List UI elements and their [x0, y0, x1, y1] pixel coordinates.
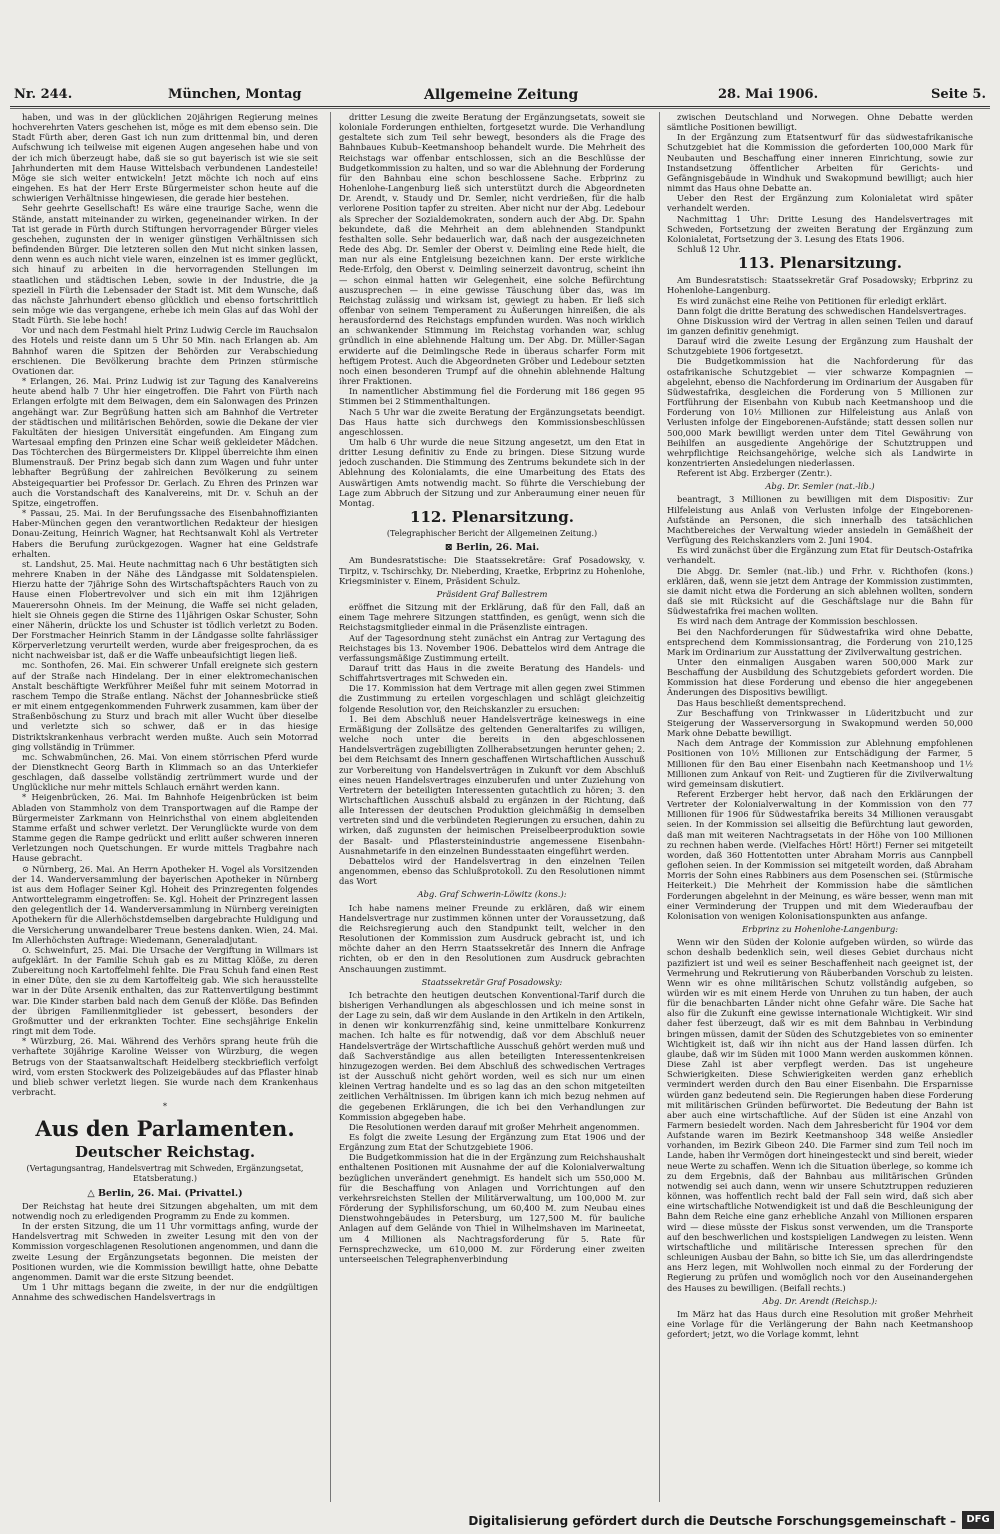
column-1 [12, 112, 318, 1502]
speaker-line: Abg. Dr. Arendt (Reichsp.): [762, 1295, 878, 1306]
paragraph: Der Reichstag hat heute drei Sitzungen abgehalten, um mit dem notwendig noch zu erledigenden Programm zu Ende zu kommen. [12, 1200, 318, 1221]
paragraph: Ueber den Rest der Ergänzung zum Kolonialetat wird später verhandelt werden. [667, 193, 973, 214]
paragraph: In der ersten Sitzung, die um 11 Uhr vormittags anfing, wurde der Handelsvertrag mit Schweden in zweiter Lesung mit den von der Kommission vorgeschlagenen Resolutionen angenommen, und dann die zweite Lesung der Ergänzungsetats begonnen. Die meisten der Positionen wurden, wie die Kommission bewilligt hatte, ohne Debatte angenommen. Damit war die erste Sitzung beendet. [12, 1221, 318, 1282]
paragraph: Vor und nach dem Festmahl hielt Prinz Ludwig Cercle im Rauchsalon des Hotels und reiste dann um 5 Uhr 50 Min. nach Erlangen ab. Am Bahnhof waren die Spitzen der Behörden zur Verabschiedung erschienen. Die Bevölkerung brachte dem Prinzen stürmische Ovationen dar. [12, 325, 318, 376]
newspaper-title: Allgemeine Zeitung [424, 87, 579, 103]
paragraph: Nachmittag 1 Uhr: Dritte Lesung des Handelsvertrages mit Schweden, Fortsetzung der zweiten Beratung der Ergänzung zum Kolonialetat, Fortsetzung der 3. Lesung des Etats 1906. [667, 213, 973, 244]
paragraph: * Erlangen, 26. Mai. Prinz Ludwig ist zur Tagung des Kanalvereins heute abend halb 7 Uhr hier eingetroffen. Die Fahrt von Fürth nach Erlangen erfolgte mit dem Beiwagen, dem ein Salonwagen des Prinzen angehängt war. Zur Begrüßung hatten sich am Bahnhof die Vertreter der städtischen und militärischen Behörden, sowie die Dekane der vier Fakultäten der hiesigen Universität eingefunden. Am Eingang zum Wartesaal empfing den Prinzen eine Schar weiß gekleideter Mädchen. Das Töchterchen des Bürgermeisters Dr. Klippel überreichte ihm einen Blumenstrauß. Der Prinz begab sich dann zum Wagen und fuhr unter lebhafter Begrüßung der zahlreichen Bevölkerung zu seinem Absteigequartier bei Professor Dr. Gerlach. Zu Ehren des Prinzen war auch die Vorstandschaft des Kanalvereins, mit Dr. v. Schuh an der Spitze, eingetroffen. [12, 376, 318, 508]
digitization-credit: Digitalisierung gefördert durch die Deutsche Forschungsgemeinschaft – [468, 1514, 956, 1528]
paragraph: Um halb 6 Uhr wurde die neue Sitzung angesetzt, um den Etat in dritter Lesung definitiv zu Ende zu bringen. Diese Sitzung wurde jedoch zuschanden. Die Stimmung des Zentrums bekundete sich in der Ablehnung des Kolonialamts, die eine Umarbeitung des Etats des Auswärtigen Amts notwendig macht. So führte die Verschiebung der Lage zum Abbruch der Sitzung und zur Anberaumung einer neuen für Montag. [339, 437, 645, 508]
paragraph: Am Bundesratstisch: Staatssekretär Graf Posadowsky; Erbprinz zu Hohenlohe-Langenburg. [667, 275, 973, 296]
paragraph: Ich betrachte den heutigen deutschen Konventional-Tarif durch die bisherigen Verhandlungen als abgeschlossen und ich meine sonst in der Lage zu sein, daß wir dem Auslande in den Artikeln in den Artikeln, in denen wir konkurrenzfähig sind, keine unmittelbare Konkurrenz machen. Ich halte es für notwendig, daß vor dem Abschluß neuer Handelsverträge der Wirtschaftliche Ausschuß gehört werden muß und daß Sachverständige aus allen beteiligten Interessentenkreisen hinzugezogen werden. Bei dem Abschluß des schwedischen Vertrages ist der Ausschuß nicht gehört worden, weil es sich nur um einen kleinen Vertrag handelte und es so lag das an den schon mitgeteilten zeitlichen Verhältnissen. Im übrigen kann ich mich bezug nehmen auf die gegebenen Erklärungen, die ich bei den Verhandlungen zur Kommission abgegeben habe. [339, 989, 645, 1122]
paragraph: haben, und was in der glücklichen 20jährigen Regierung meines hochverehrten Vaters geschehen ist, möge es mit dem ebenso sein. Die Stadt Fürth aber, deren Gast ich nun zum drittenmal bin, und deren Aufschwung ich teilweise mit eigenen Augen angesehen habe und von der ich mich überzeugt habe, daß sie so gut bayerisch ist wie sie seit Jahrhunderten mit dem Hause Wittelsbach verbundenen Landesteile! Möge sie sich weiter entwickeln! Jetzt möchte ich noch auf eins eingehen. Es hat der Herr Erste Bürgermeister schon heute auf die schwierigen Verhältnisse hingewiesen, die gerade hier bestehen. [12, 112, 318, 204]
column-3 [667, 112, 973, 1502]
paragraph: Zur Beschaffung von Trinkwasser in Lüderitzbucht und zur Steigerung der Wasserversorgung in Swakopmund werden 50,000 Mark ohne Debatte bewilligt. [667, 707, 973, 739]
masthead [10, 84, 990, 107]
paragraph: Darauf wird die zweite Lesung der Ergänzung zum Haushalt der Schutzgebiete 1906 fortgesetzt. [667, 336, 973, 357]
paragraph: Wenn wir den Süden der Kolonie aufgeben würden, so würde das schon deshalb bedenklich sein, weil dieses Gebiet durchaus nicht pazifiziert ist und weil es seiner Beschaffenheit nach geeignet ist, der Vermehrung und Rekrutierung von Räuberbanden Vorschub zu leisten. Wenn wir es ohne militärischen Schutz vollständig aufgeben, so würden wir es mit einem Herde von Unruhen zu tun haben, der auch für die benachbarten Länder nicht ohne Gefahr wäre. Die Sache hat also für die Zukunft eine gewisse internationale Wichtigkeit. Wir sind daher fest überzeugt, daß wir es mit dem Bahnbau in Verbindung bringen müssen, damit der Süden des Schutzgebietes von so eminenter Wichtigkeit ist, daß wir ihn nicht aus der Hand lassen dürfen. Ich glaube, daß wir im Süden mit 1000 Mann werden auskommen können. Diese Zahl ist aber verpflegt werden. Das ist ungeheure Schwierigkeiten. Diese Schwierigkeiten werden ganz erheblich vermindert werden durch den Bau einer Eisenbahn. Die Ersparnisse würden ganz bedeutend sein. Die Regierungen haben diese Forderung mit militärischen Gründen befürwortet. Die Bedeutung der Bahn ist aber auch eine wirtschaftliche. Auf der Süden ist eine Anzahl von Farmern besiedelt worden. Nach dem Jahresbericht für 1904 vor dem Aufstande waren im Bezirk Keetmanshoop 348 weiße Ansiedler vorhanden, im Bezirk Gibeon 240. Die Farmer sind zum Teil noch im Lande, haben ihr Vermögen dort hineingesteckt und sind bereit, wieder neue Werte zu schaffen. Wenn ich die Situation überlege, so komme ich zu dem Ergebnis, daß der Bahnbau aus militärischen Gründen notwendig sei auch dann, wenn wir unsere Schutztruppen reduzieren können, was hoffentlich recht bald der Fall sein wird, daß sich aber eine wirtschaftliche Notwendigkeit ist und daß die Beschleunigung der Bahn dem Reiche eine ganz erhebliche Anzahl von Millionen ersparen wird — diese müsste der Fiskus sonst verwenden, um die Transporte auf den beschwerlichen und kostspieligen Landwegen zu leisten. Wenn wirtschaftliche und militärische Interessen sprechen für den schleunigen Ausbau der Bahn, so bitte ich Sie, um das allerdringendste ans Herz legen, mit Wohlwollen noch einmal zu der Forderung der Regierung zu prüfen und womöglich noch vor den Auseinandergehen des Hauses zu bewilligen. (Beifall rechts.) [667, 937, 973, 1293]
paragraph: Auf der Tagesordnung steht zunächst ein Antrag zur Vertagung des Reichstages bis 13. November 1906. Debattelos wird dem Antrage die verfassungsmäßige Zustimmung erteilt. [339, 632, 645, 663]
section-heading: Aus den Parlamenten. [35, 1116, 295, 1142]
dateline: ⊠ Berlin, 26. Mai. [444, 542, 540, 554]
paragraph: eröffnet die Sitzung mit der Erklärung, daß für den Fall, daß an einem Tage mehrere Sitzungen stattfinden, es genügt, wenn sich die Reichstagsmitglieder einmal in die Präsenzliste eintragen. [339, 602, 645, 633]
paragraph: Nach 5 Uhr war die zweite Beratung der Ergänzungsetats beendigt. Das Haus hatte sich durchwegs den Kommissionsbeschlüssen angeschlossen. [339, 406, 645, 437]
paragraph: Ich habe namens meiner Freunde zu erklären, daß wir einem Handelsvertrage nur zustimmen können unter der Voraussetzung, daß die Reichsregierung auch den Standpunkt teilt, welcher in den Resolutionen der Kommission zum Ausdruck gebracht ist, und ich möchte daher an den Herrn Staatssekretär des Innern die Anfrage richten, ob er den in den Resolutionen zum Ausdruck gebrachten Anschauungen zustimmt. [339, 902, 645, 974]
paragraph: Sehr geehrte Gesellschaft! Es wäre eine traurige Sache, wenn die Stände, anstatt miteinander zu wirken, gegeneinander wirken. In der Tat ist gerade in Fürth durch Stiftungen hervorragender Bürger vieles geschehen, zugunsten der in weniger günstigen Verhältnissen sich befindenden Bürger. Die letzteren sollen den Mut nicht sinken lassen, denn wenn es auch nicht viele waren, einzelnen ist es immer geglückt, sich hinauf zu arbeiten in die hervorragenden Stellungen im staatlichen und städtischen Leben, sowie in der Industrie, die ja speziell in Fürth die Lebensader der Stadt ist. Mit dem Wunsche, daß das nächste Jahrhundert ebenso glücklich und ebenso fortschrittlich sein möge wie das vergangene, erhebe ich mein Glas auf das Wohl der Stadt Fürth. Sie lebe hoch! [12, 203, 318, 326]
separator-star: * [162, 1101, 168, 1112]
column-divider [659, 112, 660, 1502]
dateline: △ Berlin, 26. Mai. (Privattel.) [87, 1187, 243, 1199]
column-2 [339, 112, 645, 1502]
paragraph: Es wird zunächst über die Ergänzung zum Etat für Deutsch-Ostafrika verhandelt. [667, 545, 973, 566]
paragraph: mc. Schwabmünchen, 26. Mai. Von einem störrischen Pferd wurde der Dienstknecht Georg Barth in Klimmach so an das Unterkiefer geschlagen, daß dasselbe vollständig zertrümmert wurde und der Unglückliche nur mehr mittels Schlauch ernährt werden kann. [12, 751, 318, 793]
paragraph: st. Landshut, 25. Mai. Heute nachmittag nach 6 Uhr bestätigten sich mehrere Knaben in der Nähe des Ländgasse mit Soldatenspielen. Hierzu hatte der 7jährige Sohn des Wirtschaftspächters Rauch von zu Hause einen Flobertrevolver und sich ein mit ihm 12jährigen Mauerersohn Ohneis. Im der Meinung, die Waffe sei nicht geladen, hielt sie Ohneis gegen die Stirne des 11jährigen Oskar Schuster, Sohn einer Näherin, drückte los und Schuster ist tödlich verletzt zu Boden. Der Forstmacher Heinrich Stamm in der Ländgasse sollte fahrlässiger Körperverletzung verurteilt werden, wurde aber freigesprochen, da es nicht nachweisbar ist, daß er die Waffe unbeaufsichtigt liegen ließ. [12, 558, 318, 661]
paragraph: Schluß 12 Uhr. [677, 244, 741, 255]
paragraph: Debattelos wird der Handelsvertrag in den einzelnen Teilen angenommen, ebenso das Schlußprotokoll. Zu den Resolutionen nimmt das Wort [339, 855, 645, 887]
subsection-heading: Deutscher Reichstag. [74, 1143, 256, 1162]
paragraph: Es wird nach dem Antrage der Kommission beschlossen. [677, 616, 918, 627]
paragraph: Am Bundesratstische: Die Staatssekretäre: Graf Posadowsky, v. Tirpitz, v. Tschirschky, Dr. Nieberding, Kraetke, Erbprinz zu Hohenlohe, Kriegsminister v. Einem, Präsident Schulz. [339, 555, 645, 586]
speaker-line: Staatssekretär Graf Posadowsky: [421, 976, 563, 987]
speaker-line: Abg. Graf Schwerin-Löwitz (kons.): [417, 889, 567, 900]
issue-date: 28. Mai 1906. [718, 87, 819, 102]
paragraph: Dann folgt die dritte Beratung des schwedischen Handelsvertrages. [677, 305, 967, 316]
paragraph: 1. Bei dem Abschluß neuer Handelsverträge keineswegs in eine Ermäßigung der Zollsätze des geltenden Generaltarifes zu willigen, welche noch unter die bereits in den abgeschlossenen Handelsverträgen zugebilligten Zollherabsetzungen herunter gehen; 2. bei dem Reichsamt des Innern geschaffenen Wirtschaftlichen Ausschuß zur Vorbereitung von Handelsverträgen in Zukunft vor dem Abschluß eines neuen Handelsvertrages einzuberufen und unter Zuziehung von Vertretern der beteiligten Interessenten gutachtlich zu hören; 3. den Wirtschaftlichen Ausschuß alsbald zu ergänzen in der Richtung, daß alle Interessen der deutschen Produktion gleichmäßig in demselben vertreten sind und die verbündeten Regierungen zu ersuchen, dahin zu wirken, daß zugunsten der heimischen Preiselbeerproduktion sowie der Basalt- und Pflastersteinindustrie angemessene Eisenbahn-Ausnahmetarife in den einzelnen Bundesstaaten eingeführt werden. [339, 713, 645, 856]
digitization-footer [0, 1506, 1000, 1534]
city-day: München, Montag [168, 87, 302, 102]
summary-line: (Telegraphischer Bericht der Allgemeinen Zeitung.) [386, 529, 598, 539]
paragraph: zwischen Deutschland und Norwegen. Ohne Debatte werden sämtliche Positionen bewilligt. [667, 112, 973, 133]
paragraph: In der Ergänzung zum Etatsentwurf für das südwestafrikanische Schutzgebiet hat die Kommission die geforderten 100,000 Mark für Neubauten und Beschaffung einer inneren Einrichtung, sowie zur Instandsetzung öffentlicher Arbeiten für Gerichts- und Gefängnisgebäude in Windhuk und Swakopmund bewilligt; auch hier nimmt das Haus ohne Debatte an. [667, 132, 973, 194]
page-number: Seite 5. [931, 87, 986, 102]
paragraph: mc. Sonthofen, 26. Mai. Ein schwerer Unfall ereignete sich gestern auf der Straße nach Hindelang. Der in einer elektromechanischen Anstalt beschäftigte Werkführer Meißel fuhr mit seinem Motorrad in raschem Tempo die Straße entlang. Nächst der Johannesbrücke stieß er mit einem entgegenkommenden Fuhrwerk zusammen, kam über der Straßenböschung zu Sturz und brach mit aller Wucht über dieselbe und verletzte sich so schwer, daß er in das hiesige Distriktskrankenhaus verbracht werden mußte. Auch sein Motorrad ging vollständig in Trümmer. [12, 660, 318, 752]
paragraph: ⊙ Nürnberg, 26. Mai. An Herrn Apotheker H. Vogel als Vorsitzenden der 14. Wanderversammlung der bayerischen Apotheker in Nürnberg ist aus dem Hoflager Seiner Kgl. Hoheit des Prinzregenten folgendes Antworttelegramm eingetroffen: Se. Kgl. Hoheit der Prinzregent lassen den gelegentlich der 14. Wanderversammlung in Nürnberg vereinigten Apothekern für die Allerhöchstdemselben dargebrachte Huldigung und die Versicherung unwandelbarer Treue bestens danken. Wien, 24. Mai. Im Allerhöchsten Auftrage: Wiedemann, Generaladjutant. [12, 863, 318, 945]
paragraph: In namentlicher Abstimmung fiel die Forderung mit 186 gegen 95 Stimmen bei 2 Stimmenthaltungen. [339, 386, 645, 407]
subsection-heading: 112. Plenarsitzung. [410, 508, 574, 527]
paragraph: Nach dem Antrage der Kommission zur Ablehnung empfohlenen Positionen von 10½ Millionen zur Entschädigung der Farmer, 5 Millionen für den Bau einer Eisenbahn nach Keetmanshoop und 1½ Millionen zum Ankauf von Reit- und Zugtieren für die Zivilverwaltung wird gemeinsam diskutiert. [667, 738, 973, 789]
paragraph: Die Resolutionen werden darauf mit großer Mehrheit angenommen. [349, 1121, 640, 1132]
paragraph: Es folgt die zweite Lesung der Ergänzung zum Etat 1906 und der Ergänzung zum Etat der Schutzgebiete 1906. [339, 1132, 645, 1153]
issue-number: Nr. 244. [14, 87, 73, 102]
paragraph: * Würzburg, 26. Mai. Während des Verhörs sprang heute früh die verhaftete 30jährige Karoline Weisser von Würzburg, die wegen Betrugs von der Staatsanwaltschaft Heidelberg steckbrieflich verfolgt wird, vom ersten Stockwerk des Polizeigebäudes auf das Pflaster hinab und blieb schwer verletzt liegen. Sie wurde nach dem Krankenhaus verbracht. [12, 1036, 318, 1097]
paragraph: Das Haus beschließt dementsprechend. [677, 697, 847, 708]
dfg-logo: DFG [962, 1511, 994, 1529]
speaker-line: Abg. Dr. Semler (nat.-lib.) [765, 481, 875, 492]
paragraph: Die Budgetkommission hat die in der Ergänzung zum Reichshaushalt enthaltenen Positionen mit Ausnahme der auf die Kolonialverwaltung bezüglichen unverändert genehmigt. Es handelt sich um 550,000 M. für die Beschaffung von Anlagen und Vorrichtungen auf den verkehrsreichsten Stellen der Militärverwaltung, um 100,000 M. zur Förderung der Syphilisforschung, um 60,400 M. zum Neubau eines Dienstwohngebäudes in Petersburg, um 127,500 M. für bauliche Anlagen auf dem Gelände von Thiel in Wilhelmshaven im Marineetat, um 4 Millionen als Nachtragsforderung für 5. Rate für Fernsprechzwecke, um 610,000 M. zur Förderung einer zweiten unterseeischen Telegraphenverbindung [339, 1152, 645, 1264]
speaker-line: Präsident Graf Ballestrem [436, 588, 548, 599]
column-divider [330, 112, 331, 1502]
paragraph: Um 1 Uhr mittags begann die zweite, in der nur die endgültigen Annahme des schwedischen Handelsvertrags in [12, 1282, 318, 1303]
paragraph: Referent ist Abg. Erzberger (Zentr.). [677, 468, 833, 479]
paragraph: O. Schweinfurt, 25. Mai. Die Ursache der Vergiftung in Willmars ist aufgeklärt. In der Familie Schuh gab es zu Mittag Klöße, zu deren Zubereitung noch Kartoffelmehl fehlte. Die Frau Schuh fand einen Rest in einer Düte, den sie zu dem Kartoffelteig gab. Wie sich herausstellte war in der Düte Arsenik enthalten, das zur Rattenvertilgung bestimmt war. Die Kinder starben bald nach dem Genuß der Klöße. Das Befinden der übrigen Familienmitglieder ist gebessert, besonders der Großmutter und der erkrankten Tochter. Eine sechsjährige Enkelin ringt mit dem Tode. [12, 944, 318, 1037]
paragraph: Es wird zunächst eine Reihe von Petitionen für erledigt erklärt. [677, 295, 947, 306]
paragraph: Ohne Diskussion wird der Vertrag in allen seinen Teilen und darauf im ganzen definitiv genehmigt. [667, 315, 973, 336]
paragraph: Referent Erzberger hebt hervor, daß nach den Erklärungen der Vertreter der Kolonialverwaltung in der Kommission von den 77 Millionen für 1906 für Südwestafrika bereits 34 Millionen verausgabt seien. In der Kommission sei allseitig die Befürchtung laut geworden, daß man mit weiteren Nachtragsetats in der Höhe von 100 Millionen zu rechnen haben werde. (Vielfaches Hört! Hört!) Ferner sei mitgeteilt worden, daß 360 Hottentotten unter Abraham Morris aus Cannpbell geflohen seien. In der Kommission sei mitgeteilt worden, daß Abraham Morris der Sohn eines Rabbiners aus dem Posenschen sei. (Stürmische Heiterkeit.) Die Mehrheit der Kommission habe die sämtlichen Forderungen abgelehnt in der Meinung, es wäre besser, wenn man mit einer Verminderung der Truppen und mit dem Wiederaufbau der Kolonisation von wenigen Kolonisationspunkten aus anfange. [667, 789, 973, 921]
speaker-line: Erbprinz zu Hohenlohe-Langenburg: [741, 924, 899, 935]
paragraph: Die 17. Kommission hat dem Vertrage mit allen gegen zwei Stimmen die Zustimmung zu erteilen vorgeschlagen und schlägt gleichzeitig folgende Resolution vor, den Reichskanzler zu ersuchen: [339, 683, 645, 714]
paragraph: Darauf tritt das Haus in die zweite Beratung des Handels- und Schiffahrtsvertrages mit Schweden ein. [339, 662, 645, 684]
paragraph: Im März hat das Haus durch eine Resolution mit großer Mehrheit eine Vorlage für die Verlängerung der Bahn nach Keetmanshoop gefordert; jetzt, wo die Vorlage kommt, lehnt [667, 1308, 973, 1340]
paragraph: beantragt, 3 Millionen zu bewilligen mit dem Dispositiv: Zur Hilfeleistung aus Anlaß von Verlusten infolge der Eingeborenen-Aufstände an Personen, die sich innerhalb des tatsächlichen Machtbereiches der Verwaltung wieder ansiedeln in Gemäßheit der Verfügung des Reichskanzlers vom 2. Juni 1904. [667, 494, 973, 546]
paragraph: * Passau, 25. Mai. In der Berufungssache des Eisenbahnoffizianten Haber-München gegen den verantwortlichen Redakteur der hiesigen Donau-Zeitung, Heinrich Wagner, hat Rechtsanwalt Kohl als Vertreter Habers die Berufung zurückgezogen. Wagner hat eine Geldstrafe erhalten. [12, 508, 318, 559]
summary-line: (Vertagungsantrag, Handelsvertrag mit Schweden, Ergänzungsetat, Etatsberatung.) [26, 1164, 304, 1184]
paragraph: * Heigenbrücken, 26. Mai. Im Bahnhofe Heigenbrücken ist beim Abladen von Stammholz von dem Transportwagen auf die Rampe der Bürgermeister Zarkmann von Heinrichsthal von einem abgleitenden Stamme erfaßt und schwer verletzt. Der Verunglückte wurde von dem Stamme gegen die Rampe gedrückt und erlitt außer schweren inneren Verletzungen noch Quetschungen. Er wurde mittels Tragbahre nach Hause gebracht. [12, 792, 318, 864]
masthead-rule [10, 108, 990, 109]
paragraph: Die Budgetkommission hat die Nachforderung für das ostafrikanische Schutzgebiet — vier schwarze Kompagnien — abgelehnt, ebenso die Nachforderung im Ordinarium der Ausgaben für Südwestafrika, desgleichen die Forderung von 5 Millionen zur Fortführung der Eisenbahn von Kubub nach Keetmanshoop und die Forderung von 10½ Millionen zur Hilfeleistung aus Anlaß von Verlusten infolge der Eingeborenen-Aufstände; statt dessen sollen nur 500,000 Mark bewilligt werden unter dem Titel Gewährung von Beihilfen an ausgediente Angehörige der Schutztruppen und wehrpflichtige Reichsangehörige, welche sich als Landwirte in konzentrierten Ansiedelungen niederlassen. [667, 356, 973, 468]
paragraph: Die Abgg. Dr. Semler (nat.-lib.) und Frhr. v. Richthofen (kons.) erklären, daß, wenn sie jetzt dem Antrage der Kommission zustimmten, sie damit nicht etwa die Forderung an sich ablehnen wollten, sondern daß sie mit Rücksicht auf die Geschäftslage nur die Bahn für Südwestafrika frei machen wollten. [667, 565, 973, 617]
paragraph: dritter Lesung die zweite Beratung der Ergänzungsetats, soweit sie koloniale Forderungen enthielten, fortgesetzt wurde. Die Verhandlung gestaltete sich zum Teil sehr bewegt, besonders als die Frage des Bahnbaues Kubub–Keetmanshoop behandelt wurde. Die Mehrheit des Reichstags war offenbar entschlossen, sich an die Beschlüsse der Budgetkommission zu halten, und so war die Ablehnung der Forderung für den Bahnbau eine schon beschlossene Sache. Erbprinz zu Hohenlohe-Langenburg ließ sich unterstützt durch die Abgeordneten Dr. Arendt, v. Staudy und Dr. Semler, nicht verdrießen, für die halb verlorene Position tapfer zu streiten. Aber nicht nur der Abg. Ledebour als Sprecher der Sozialdemokraten, sondern auch der Abg. Dr. Spahn bekundete, daß die Mehrheit an dem ablehnenden Standpunkt festhalten solle. Sehr bedauerlich war, daß nach der ausgezeichneten Rede des Abg. Dr. Semler der Oberst v. Deimling eine Rede hielt, die man nur als eine Entgleisung bezeichnen kann. Der erste wirkliche Rede-Erfolg, den Oberst v. Deimling seinerzeit davontrug, scheint ihn — schon einmal hatten wir Gelegenheit, eine solche Befürchtung auszusprechen — in eine gewisse Täuschung über das, was im Reichstag zulässig und wirksam ist, gewiegt zu haben. Er ließ sich offenbar von seinem Temperament zu Äußerungen hinreißen, die als herausfordernd des Reichstags empfunden wurden. Was noch wirklich an schwankender Stimmung im Reichstag vorhanden war, schlug gründlich in eine ablehnende Haltung um. Der Abg. Dr. Müller-Sagan erwiderte auf die Deimlingsche Rede in überaus scharfer Form mit heftigem Protest. Auch die Abgeordneten Gröber und Ledebour setzten noch einen besonderen Trumpf auf die ohnehin ablehnende Haltung ihrer Fraktionen. [339, 112, 645, 387]
paragraph: Unter den einmaligen Ausgaben waren 500,000 Mark zur Beschaffung der Ausbildung des Schutzgebiets gefordert worden. Die Kommission hat diese Forderung und ebenso die hier angegebenen Änderungen des Dispositivs bewilligt. [667, 656, 973, 698]
subsection-heading: 113. Plenarsitzung. [738, 254, 902, 273]
paragraph: Bei den Nachforderungen für Südwestafrika wird ohne Debatte, entsprechend dem Kommissionsantrag, die Forderung von 210,125 Mark im Ordinarium zur Ausstattung der Zivilverwaltung gestrichen. [667, 626, 973, 657]
